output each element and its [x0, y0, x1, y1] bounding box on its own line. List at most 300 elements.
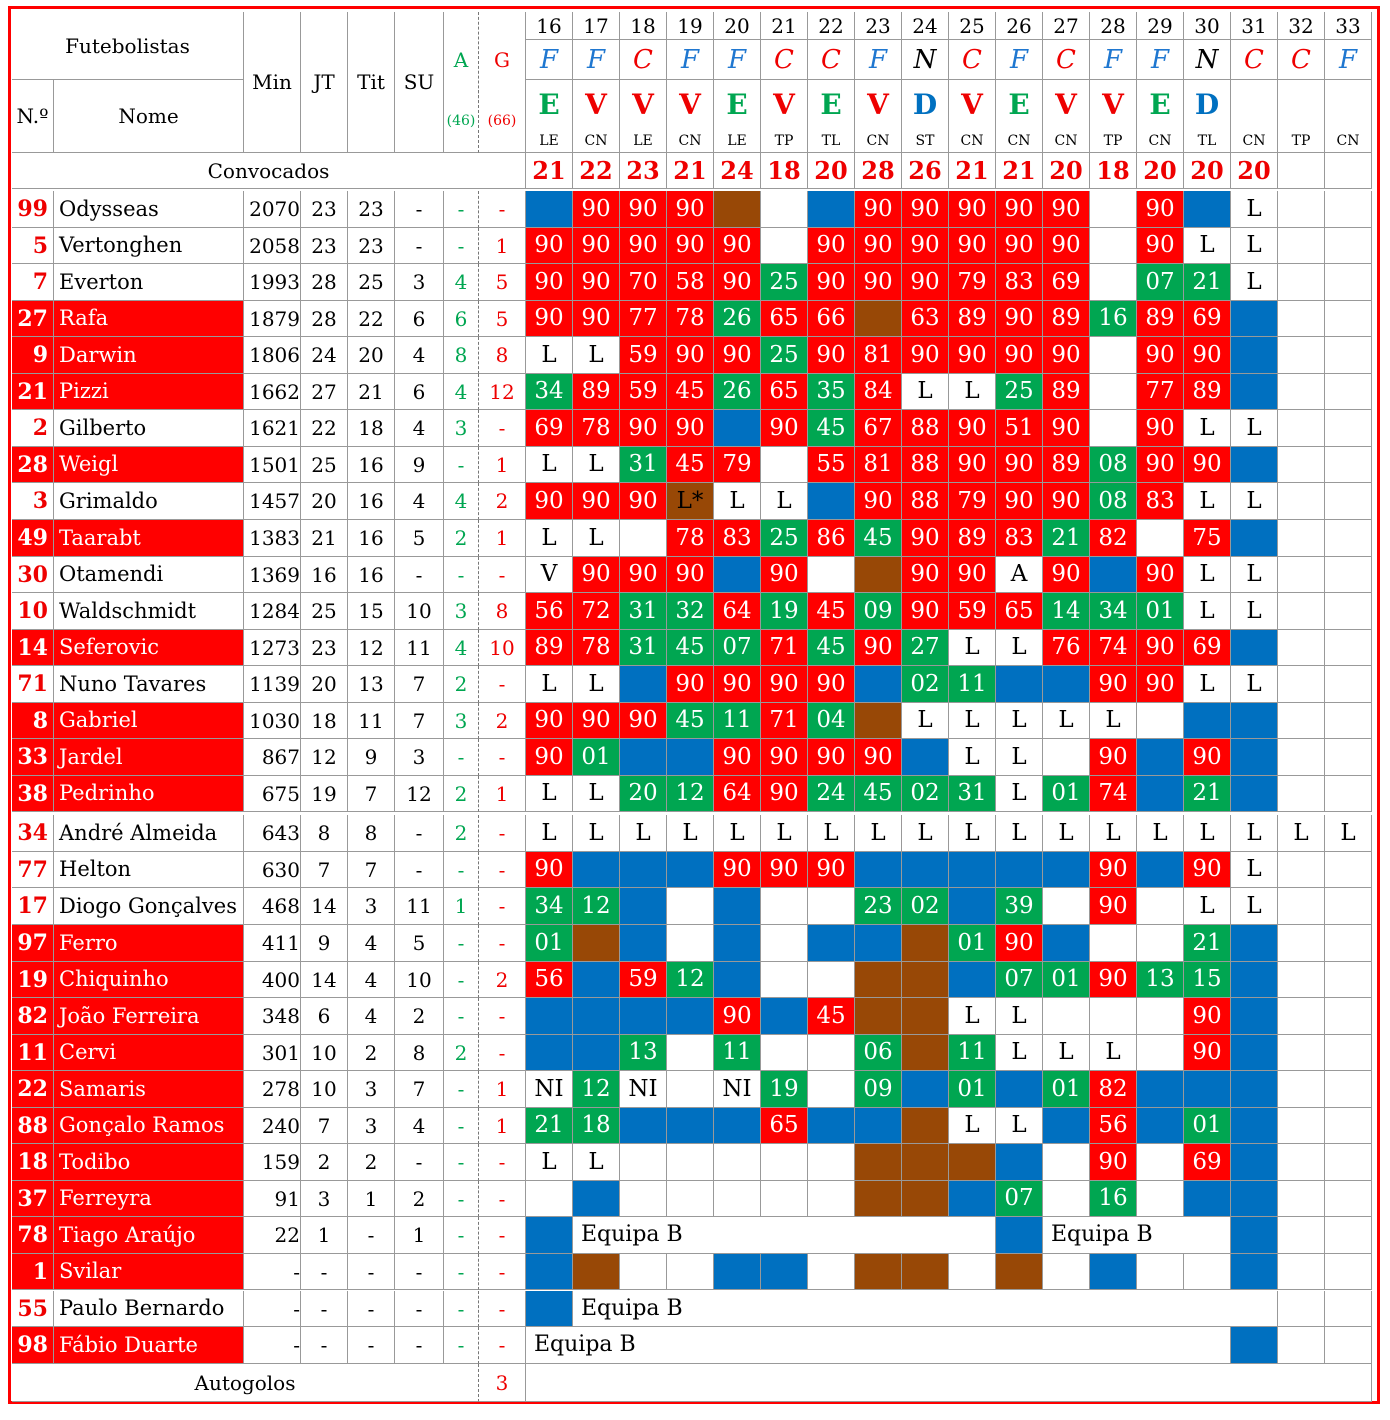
- game-cell: [902, 925, 949, 962]
- game-cell: 90: [1090, 962, 1137, 998]
- player-minutes: 301: [244, 1035, 301, 1071]
- game-venue: C: [808, 40, 855, 80]
- player-name: André Almeida: [54, 815, 244, 852]
- player-goals: 2: [479, 962, 526, 998]
- player-name: Everton: [54, 264, 244, 301]
- game-cell: L: [1231, 888, 1278, 925]
- player-games: 10: [301, 1071, 348, 1108]
- game-cell: L: [1231, 410, 1278, 447]
- game-cell: 90: [714, 228, 761, 264]
- game-cell: [714, 191, 761, 228]
- game-cell: 01: [949, 925, 996, 962]
- game-cell: [902, 852, 949, 888]
- game-cell: [1137, 998, 1184, 1035]
- player-goals: 1: [479, 776, 526, 812]
- game-cell: L: [949, 815, 996, 852]
- player-number: 19: [12, 962, 54, 998]
- game-cell: 89: [1043, 447, 1090, 483]
- game-cell: L: [526, 520, 573, 557]
- player-assists: -: [444, 191, 479, 228]
- game-venue: F: [996, 40, 1043, 80]
- player-number: 78: [12, 1217, 54, 1254]
- game-cell: [1325, 739, 1372, 776]
- game-cell: L: [996, 776, 1043, 812]
- game-cell: [1278, 301, 1325, 337]
- game-cell: [714, 1144, 761, 1181]
- player-assists: 3: [444, 703, 479, 739]
- game-result: D: [1184, 80, 1231, 130]
- game-cell: 45: [855, 776, 902, 812]
- game-cell: 90: [996, 447, 1043, 483]
- game-cell: 90: [855, 191, 902, 228]
- player-assists: 3: [444, 593, 479, 630]
- player-name: Taarabt: [54, 520, 244, 557]
- player-name: Vertonghen: [54, 228, 244, 264]
- game-cell: 90: [573, 301, 620, 337]
- game-cell: 25: [761, 264, 808, 301]
- game-cell: 72: [573, 593, 620, 630]
- game-cell: 90: [667, 191, 714, 228]
- game-cell: 18: [573, 1108, 620, 1144]
- game-cell: [761, 998, 808, 1035]
- player-number: 30: [12, 557, 54, 593]
- game-cell: 90: [949, 228, 996, 264]
- game-cell: 90: [526, 301, 573, 337]
- game-cell: 21: [1184, 925, 1231, 962]
- player-number: 88: [12, 1108, 54, 1144]
- player-minutes: 91: [244, 1181, 301, 1217]
- game-result: V: [855, 80, 902, 130]
- game-competition: TP: [1090, 130, 1137, 153]
- game-cell: [573, 962, 620, 998]
- player-goals: -: [479, 191, 526, 228]
- game-cell: 90: [1184, 1035, 1231, 1071]
- game-cell: [1278, 703, 1325, 739]
- game-cell: 69: [526, 410, 573, 447]
- game-cell: 89: [526, 630, 573, 666]
- game-number: 29: [1137, 12, 1184, 40]
- game-cell: [1278, 593, 1325, 630]
- player-goals: -: [479, 1181, 526, 1217]
- game-competition: CN: [1231, 130, 1278, 153]
- game-convocados: 22: [573, 153, 620, 189]
- player-assists: -: [444, 1071, 479, 1108]
- player-starts: 9: [348, 739, 395, 776]
- player-assists: -: [444, 1291, 479, 1327]
- game-cell: [620, 666, 667, 703]
- game-cell: 45: [667, 703, 714, 739]
- game-venue: F: [667, 40, 714, 80]
- game-cell: [526, 191, 573, 228]
- game-cell: 90: [1090, 888, 1137, 925]
- game-cell: [1325, 1254, 1372, 1290]
- game-cell: NI: [714, 1071, 761, 1108]
- player-minutes: 240: [244, 1108, 301, 1144]
- assists-header: A: [444, 12, 479, 108]
- equipa-b-note: Equipa B: [1043, 1217, 1231, 1254]
- game-cell: 90: [1043, 191, 1090, 228]
- game-cell: 24: [808, 776, 855, 812]
- game-cell: 56: [526, 962, 573, 998]
- game-convocados: [1325, 153, 1372, 189]
- game-venue: F: [714, 40, 761, 80]
- game-cell: [714, 1181, 761, 1217]
- game-cell: L: [526, 776, 573, 812]
- game-cell: [1278, 852, 1325, 888]
- game-cell: [1325, 1144, 1372, 1181]
- game-cell: [1137, 1108, 1184, 1144]
- game-cell: L: [996, 1035, 1043, 1071]
- game-cell: 90: [526, 264, 573, 301]
- game-cell: [761, 1181, 808, 1217]
- jt-header: JT: [301, 12, 348, 153]
- game-cell: 65: [761, 301, 808, 337]
- player-minutes: 1621: [244, 410, 301, 447]
- game-cell: 78: [573, 410, 620, 447]
- game-competition: LE: [714, 130, 761, 153]
- game-cell: 12: [667, 776, 714, 812]
- player-name: Todibo: [54, 1144, 244, 1181]
- game-cell: [573, 1035, 620, 1071]
- player-games: 23: [301, 630, 348, 666]
- player-assists: -: [444, 852, 479, 888]
- player-minutes: 630: [244, 852, 301, 888]
- game-cell: [667, 1144, 714, 1181]
- game-cell: [1137, 776, 1184, 812]
- player-starts: 12: [348, 630, 395, 666]
- game-cell: [1137, 852, 1184, 888]
- game-cell: L: [1184, 228, 1231, 264]
- game-cell: [1137, 739, 1184, 776]
- game-cell: 19: [761, 593, 808, 630]
- game-cell: [1325, 1291, 1372, 1327]
- game-cell: [620, 888, 667, 925]
- game-cell: 90: [808, 666, 855, 703]
- game-cell: 01: [1043, 776, 1090, 812]
- game-cell: [1231, 1181, 1278, 1217]
- game-cell: [526, 1181, 573, 1217]
- game-cell: [1325, 666, 1372, 703]
- player-name: Pedrinho: [54, 776, 244, 812]
- game-cell: [761, 888, 808, 925]
- game-cell: 88: [902, 410, 949, 447]
- game-cell: L: [1231, 666, 1278, 703]
- player-goals: -: [479, 666, 526, 703]
- game-cell: [1043, 852, 1090, 888]
- player-assists: -: [444, 1217, 479, 1254]
- game-cell: L: [902, 815, 949, 852]
- game-cell: [1325, 447, 1372, 483]
- game-cell: 59: [949, 593, 996, 630]
- game-number: 18: [620, 12, 667, 40]
- game-cell: [855, 852, 902, 888]
- game-result: V: [949, 80, 996, 130]
- game-cell: [1325, 191, 1372, 228]
- player-assists: 2: [444, 815, 479, 852]
- player-assists: 8: [444, 337, 479, 374]
- game-cell: 90: [714, 852, 761, 888]
- game-cell: [902, 1108, 949, 1144]
- game-cell: [949, 1144, 996, 1181]
- game-cell: 64: [714, 776, 761, 812]
- game-cell: [1278, 520, 1325, 557]
- game-cell: [1137, 1071, 1184, 1108]
- game-cell: [996, 1071, 1043, 1108]
- player-starts: 3: [348, 1108, 395, 1144]
- player-subs: -: [395, 815, 444, 852]
- game-cell: [1137, 925, 1184, 962]
- game-cell: [1231, 1108, 1278, 1144]
- game-cell: [1278, 776, 1325, 812]
- game-cell: [573, 998, 620, 1035]
- game-cell: 90: [1137, 228, 1184, 264]
- game-cell: 31: [620, 630, 667, 666]
- player-minutes: 675: [244, 776, 301, 812]
- game-cell: 79: [949, 483, 996, 520]
- game-cell: [1325, 962, 1372, 998]
- game-venue: F: [573, 40, 620, 80]
- player-games: 27: [301, 374, 348, 410]
- game-cell: 90: [949, 447, 996, 483]
- player-starts: 2: [348, 1035, 395, 1071]
- game-cell: 90: [1137, 630, 1184, 666]
- game-cell: [1043, 739, 1090, 776]
- game-cell: 79: [714, 447, 761, 483]
- player-goals: -: [479, 1254, 526, 1290]
- game-cell: [1325, 374, 1372, 410]
- game-cell: 90: [573, 557, 620, 593]
- game-cell: L: [573, 815, 620, 852]
- game-cell: 90: [855, 483, 902, 520]
- game-cell: [855, 1181, 902, 1217]
- game-venue: F: [1137, 40, 1184, 80]
- game-cell: [808, 1181, 855, 1217]
- game-cell: 08: [1090, 447, 1137, 483]
- game-cell: 90: [714, 264, 761, 301]
- player-goals: -: [479, 852, 526, 888]
- game-cell: L: [573, 447, 620, 483]
- game-cell: 83: [714, 520, 761, 557]
- game-cell: 08: [1090, 483, 1137, 520]
- player-assists: 2: [444, 1035, 479, 1071]
- game-cell: 07: [996, 962, 1043, 998]
- game-cell: L: [667, 815, 714, 852]
- game-cell: [1278, 1108, 1325, 1144]
- game-cell: 90: [949, 337, 996, 374]
- game-cell: [1325, 776, 1372, 812]
- game-cell: L: [1043, 815, 1090, 852]
- game-cell: [761, 1144, 808, 1181]
- game-cell: [761, 925, 808, 962]
- game-number: 33: [1325, 12, 1372, 40]
- game-cell: [808, 191, 855, 228]
- game-cell: 84: [855, 374, 902, 410]
- player-games: 19: [301, 776, 348, 812]
- player-starts: 25: [348, 264, 395, 301]
- game-number: 20: [714, 12, 761, 40]
- game-result: E: [996, 80, 1043, 130]
- game-cell: 90: [1184, 852, 1231, 888]
- game-competition: CN: [1043, 130, 1090, 153]
- game-cell: 78: [573, 630, 620, 666]
- game-result: V: [1043, 80, 1090, 130]
- game-cell: 35: [808, 374, 855, 410]
- player-starts: 16: [348, 447, 395, 483]
- name-header: Nome: [54, 80, 244, 153]
- player-name: Rafa: [54, 301, 244, 337]
- player-number: 14: [12, 630, 54, 666]
- game-cell: 90: [526, 228, 573, 264]
- player-goals: -: [479, 739, 526, 776]
- game-cell: 90: [1137, 337, 1184, 374]
- game-cell: [949, 962, 996, 998]
- player-subs: 4: [395, 337, 444, 374]
- game-cell: 26: [714, 374, 761, 410]
- player-number: 22: [12, 1071, 54, 1108]
- game-cell: [855, 703, 902, 739]
- player-games: 18: [301, 703, 348, 739]
- game-cell: [996, 852, 1043, 888]
- game-cell: [996, 1217, 1043, 1254]
- game-cell: 90: [1137, 410, 1184, 447]
- game-cell: [1231, 925, 1278, 962]
- player-name: Tiago Araújo: [54, 1217, 244, 1254]
- game-convocados: 18: [1090, 153, 1137, 189]
- game-cell: [855, 557, 902, 593]
- game-cell: L: [526, 666, 573, 703]
- game-cell: 83: [996, 264, 1043, 301]
- game-cell: L: [996, 739, 1043, 776]
- game-cell: L: [1231, 228, 1278, 264]
- game-cell: L: [1278, 815, 1325, 852]
- game-cell: [1184, 703, 1231, 739]
- game-cell: L: [573, 337, 620, 374]
- game-convocados: 20: [1184, 153, 1231, 189]
- game-cell: [855, 1254, 902, 1290]
- player-name: Samaris: [54, 1071, 244, 1108]
- game-convocados: 21: [949, 153, 996, 189]
- game-cell: [808, 1035, 855, 1071]
- player-starts: -: [348, 1217, 395, 1254]
- game-cell: L: [1231, 264, 1278, 301]
- game-cell: 89: [1137, 301, 1184, 337]
- game-cell: 90: [761, 739, 808, 776]
- player-number: 21: [12, 374, 54, 410]
- game-cell: [620, 1254, 667, 1290]
- game-cell: 21: [1043, 520, 1090, 557]
- game-cell: [667, 925, 714, 962]
- player-games: 8: [301, 815, 348, 852]
- player-number: 38: [12, 776, 54, 812]
- game-cell: 90: [526, 483, 573, 520]
- game-cell: [949, 888, 996, 925]
- player-minutes: 2070: [244, 191, 301, 228]
- player-starts: 23: [348, 191, 395, 228]
- player-starts: 23: [348, 228, 395, 264]
- game-number: 32: [1278, 12, 1325, 40]
- player-name: Grimaldo: [54, 483, 244, 520]
- player-subs: 6: [395, 374, 444, 410]
- game-cell: L: [1184, 410, 1231, 447]
- game-cell: 11: [714, 703, 761, 739]
- player-starts: 16: [348, 483, 395, 520]
- player-number: 99: [12, 191, 54, 228]
- game-result: [1325, 80, 1372, 130]
- player-name: Odysseas: [54, 191, 244, 228]
- game-cell: [667, 1035, 714, 1071]
- game-cell: [620, 852, 667, 888]
- game-cell: L: [1184, 666, 1231, 703]
- player-goals: 2: [479, 703, 526, 739]
- game-cell: [902, 998, 949, 1035]
- game-cell: [1231, 1254, 1278, 1290]
- player-minutes: 1383: [244, 520, 301, 557]
- player-subs: 9: [395, 447, 444, 483]
- player-subs: 3: [395, 739, 444, 776]
- player-minutes: -: [244, 1327, 301, 1364]
- game-cell: L: [949, 703, 996, 739]
- game-cell: [1278, 228, 1325, 264]
- game-cell: 12: [667, 962, 714, 998]
- game-cell: 90: [526, 739, 573, 776]
- goals-header: G: [479, 12, 526, 108]
- game-cell: L: [1137, 815, 1184, 852]
- game-cell: [1278, 1035, 1325, 1071]
- player-subs: 7: [395, 1071, 444, 1108]
- game-cell: 90: [808, 337, 855, 374]
- game-cell: 90: [620, 191, 667, 228]
- game-cell: [620, 1144, 667, 1181]
- player-number: 1: [12, 1254, 54, 1290]
- game-cell: [902, 1254, 949, 1290]
- player-games: 22: [301, 410, 348, 447]
- player-games: 1: [301, 1217, 348, 1254]
- player-games: 25: [301, 447, 348, 483]
- game-venue: C: [1278, 40, 1325, 80]
- game-competition: CN: [1137, 130, 1184, 153]
- game-cell: [1278, 666, 1325, 703]
- equipa-b-note: Equipa B: [573, 1291, 1278, 1327]
- game-number: 16: [526, 12, 573, 40]
- game-cell: 90: [526, 703, 573, 739]
- game-cell: 74: [1090, 776, 1137, 812]
- game-cell: L: [1231, 483, 1278, 520]
- game-cell: 90: [808, 852, 855, 888]
- game-cell: 45: [667, 374, 714, 410]
- player-subs: 2: [395, 998, 444, 1035]
- game-cell: [1325, 520, 1372, 557]
- player-goals: -: [479, 1291, 526, 1327]
- game-cell: [1325, 1108, 1372, 1144]
- player-goals: -: [479, 1144, 526, 1181]
- game-cell: [620, 739, 667, 776]
- game-competition: LE: [620, 130, 667, 153]
- player-assists: -: [444, 739, 479, 776]
- player-goals: -: [479, 925, 526, 962]
- game-cell: [526, 998, 573, 1035]
- game-cell: [1278, 557, 1325, 593]
- game-cell: 90: [573, 228, 620, 264]
- game-cell: [808, 1071, 855, 1108]
- player-games: 28: [301, 301, 348, 337]
- player-games: 24: [301, 337, 348, 374]
- game-cell: 77: [620, 301, 667, 337]
- game-cell: L: [996, 703, 1043, 739]
- player-subs: 10: [395, 593, 444, 630]
- player-assists: -: [444, 925, 479, 962]
- player-assists: 4: [444, 630, 479, 666]
- game-cell: 19: [761, 1071, 808, 1108]
